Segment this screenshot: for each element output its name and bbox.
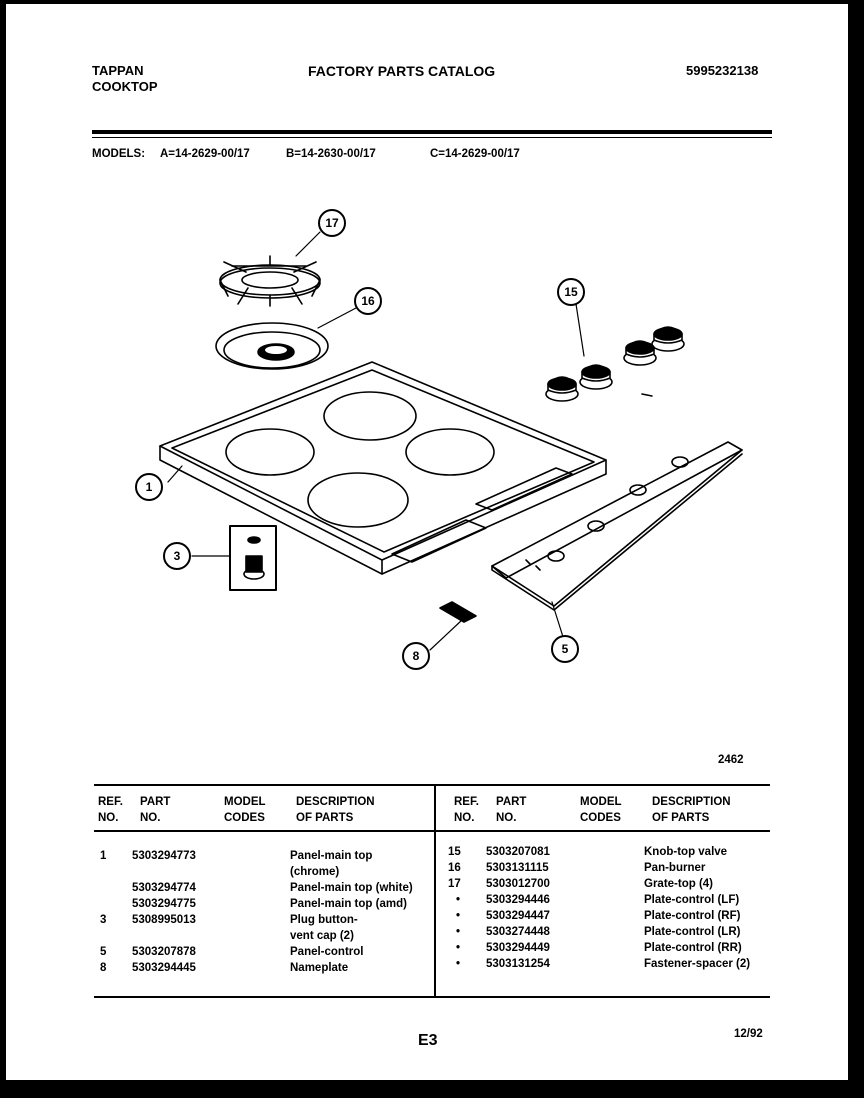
main-top-panel-illustration [160,362,606,574]
table-cell: • [456,910,461,922]
models-label: MODELS: [92,148,146,160]
control-knobs-illustration [546,327,684,401]
table-cell: Plate-control (LR) [644,926,741,938]
right-part-column [486,844,550,972]
revision-date: 12/92 [734,1028,763,1040]
table-cell [100,928,106,944]
table-cell: • [456,894,461,906]
left-part-column [132,848,196,976]
table-cell: Grate-top (4) [644,878,713,890]
control-panel-illustration [492,442,742,610]
left-ref-column [100,848,106,976]
table-cell: 5303274448 [486,926,550,938]
table-cell: 17 [448,878,461,890]
catalog-sheet [6,4,848,1080]
table-cell: Panel-main top (white) [290,882,413,894]
table-cell: Panel-main top (amd) [290,898,407,910]
table-cell: 5303207878 [132,946,196,958]
brand-name: TAPPAN [92,63,144,78]
grate-top-illustration [220,256,320,306]
callout-16: 16 [361,294,375,308]
table-cell: (chrome) [290,866,340,878]
burner-pan-illustration [216,323,328,369]
table-cell: Plate-control (LF) [644,894,740,906]
table-cell: • [456,926,461,938]
table-cell [100,864,106,880]
table-cell: Panel-main top [290,850,373,862]
table-cell: 8 [100,962,107,974]
table-cell: 5 [100,946,107,958]
table-cell: Knob-top valve [644,846,728,858]
callout-15: 15 [564,285,578,299]
callout-5: 5 [561,642,569,656]
table-cell [100,880,106,896]
table-cell: 3 [100,914,107,926]
table-cell: 5303294445 [132,962,196,974]
model-b: B=14-2630-00/17 [286,148,376,160]
table-cell: 5308995013 [132,914,196,926]
table-cell [132,928,196,944]
header-desc-right: DESCRIPTION OF PARTS [652,796,731,824]
header-part-left: PART NO. [140,796,171,824]
right-ref-column [448,844,461,972]
header-model-left: MODEL CODES [224,796,266,824]
header-ref-left: REF. NO. [98,796,123,824]
vent-cap-illustration [230,526,276,590]
table-cell: Fastener-spacer (2) [644,958,751,970]
table-cell: 5303131115 [486,862,549,874]
table-cell: • [456,942,461,954]
exploded-parts-diagram [6,4,848,764]
product-name: COOKTOP [92,79,158,94]
table-cell: 5303294775 [132,898,196,910]
table-cell: 1 [100,850,107,862]
nameplate-illustration [440,602,476,622]
table-cell: Pan-burner [644,862,706,874]
left-desc-column [290,848,413,976]
right-desc-column [644,844,750,972]
table-cell: Panel-control [290,946,364,958]
table-cell: vent cap (2) [290,930,354,942]
table-header-rule [94,830,770,832]
catalog-title: FACTORY PARTS CATALOG [308,63,496,79]
catalog-number: 5995232138 [686,63,759,78]
table-cell: 5303012700 [486,878,550,890]
table-cell: 5303294447 [486,910,550,922]
figure-number: 2462 [718,754,744,766]
table-column-divider [434,786,436,996]
table-cell: Plate-control (RF) [644,910,741,922]
table-top-rule [94,784,770,786]
table-cell: Plug button- [290,914,358,926]
table-cell: 5303294773 [132,850,196,862]
table-cell: Nameplate [290,962,349,974]
header-model-right: MODEL CODES [580,796,622,824]
table-cell: 5303294446 [486,894,550,906]
header-desc-left: DESCRIPTION OF PARTS [296,796,375,824]
callout-17: 17 [325,216,339,230]
table-cell: • [456,958,461,970]
table-cell: 5303207081 [486,846,550,858]
table-bottom-rule [94,996,770,998]
table-cell [132,864,196,880]
header-ref-right: REF. NO. [454,796,479,824]
table-cell: 5303131254 [486,958,550,970]
header-part-right: PART NO. [496,796,527,824]
table-cell: 16 [448,862,461,874]
page-code: E3 [418,1032,438,1049]
model-a: A=14-2629-00/17 [160,148,250,160]
model-c: C=14-2629-00/17 [430,148,520,160]
callout-8: 8 [412,649,420,663]
callout-1: 1 [145,480,153,494]
table-cell: Plate-control (RR) [644,942,742,954]
callout-3: 3 [173,549,181,563]
table-cell: 5303294449 [486,942,550,954]
table-cell: 5303294774 [132,882,196,894]
table-cell [100,896,106,912]
table-cell: 15 [448,846,461,858]
